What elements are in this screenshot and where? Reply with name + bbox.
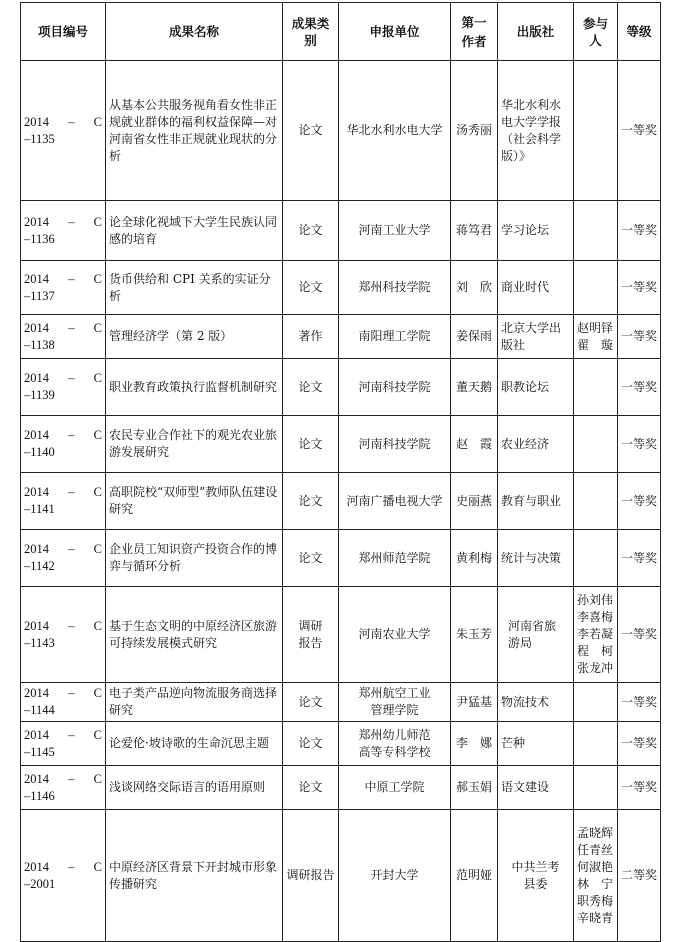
project-id-line: –1145 bbox=[24, 744, 55, 759]
publisher-cell: 语文建设 bbox=[498, 766, 574, 810]
project-id-line: 2014 – C bbox=[24, 320, 102, 335]
project-id-line: –1135 bbox=[24, 131, 55, 146]
project-id-line: –2001 bbox=[24, 876, 56, 891]
level-cell: 一等奖 bbox=[618, 473, 661, 530]
awards-table bbox=[20, 2, 661, 942]
publisher-cell: 教育与职业 bbox=[498, 473, 574, 530]
project-id-cell bbox=[21, 201, 106, 261]
result-type-cell: 论文 bbox=[283, 261, 339, 315]
result-name-cell: 中原经济区背景下开封城市形象传播研究 bbox=[106, 810, 283, 942]
participant-name: 任青丝 bbox=[577, 842, 614, 857]
result-type-cell: 调研报告 bbox=[283, 587, 339, 683]
unit-cell: 河南广播电视大学 bbox=[339, 473, 451, 530]
project-id-line: –1143 bbox=[24, 635, 55, 650]
level-cell: 一等奖 bbox=[618, 766, 661, 810]
participant-name: 张龙冲 bbox=[577, 661, 614, 675]
result-type-cell: 调研报告 bbox=[283, 810, 339, 942]
project-id-cell bbox=[21, 766, 106, 810]
unit-cell: 河南工业大学 bbox=[339, 201, 451, 261]
first-author-cell: 黄利梅 bbox=[451, 530, 498, 587]
project-id-line: 2014 – C bbox=[24, 686, 102, 700]
result-type-cell: 论文 bbox=[283, 683, 339, 722]
publisher-cell: 中共兰考县委 bbox=[498, 810, 574, 942]
publisher-cell: 农业经济 bbox=[498, 416, 574, 473]
level-cell: 一等奖 bbox=[618, 530, 661, 587]
header-row bbox=[21, 3, 661, 61]
unit-cell: 开封大学 bbox=[339, 810, 451, 942]
first-author-cell: 姜保雨 bbox=[451, 315, 498, 359]
participants-cell bbox=[574, 315, 618, 359]
result-type-cell: 著作 bbox=[283, 315, 339, 359]
result-name-cell: 电子类产品逆向物流服务商选择研究 bbox=[106, 683, 283, 722]
project-id-cell bbox=[21, 315, 106, 359]
table-row bbox=[21, 416, 661, 473]
level-cell: 一等奖 bbox=[618, 61, 661, 201]
project-id-line: 2014 – C bbox=[24, 542, 102, 556]
project-id-line: 2014 – C bbox=[24, 618, 102, 633]
table-row bbox=[21, 473, 661, 530]
project-id-line: 2014 – C bbox=[24, 771, 102, 786]
participants-cell bbox=[574, 359, 618, 416]
project-id-cell bbox=[21, 359, 106, 416]
project-id-line: 2014 – C bbox=[24, 371, 102, 385]
first-author-cell: 史丽燕 bbox=[451, 473, 498, 530]
result-type-cell: 论文 bbox=[283, 530, 339, 587]
result-name-cell: 高职院校“双师型”教师队伍建设研究 bbox=[106, 473, 283, 530]
participants-cell bbox=[574, 473, 618, 530]
level-cell: 一等奖 bbox=[618, 359, 661, 416]
project-id-line: –1146 bbox=[24, 788, 55, 803]
participant-name: 李喜梅 bbox=[577, 610, 614, 624]
first-author-cell: 朱玉芳 bbox=[451, 587, 498, 683]
publisher-cell: 华北水利水电大学学报（社会科学版）》 bbox=[498, 61, 574, 201]
project-id-line: –1138 bbox=[24, 337, 55, 352]
result-type-cell: 论文 bbox=[283, 416, 339, 473]
header-project-id: 项目编号 bbox=[21, 3, 106, 61]
level-cell: 一等奖 bbox=[618, 201, 661, 261]
publisher-cell: 物流技术 bbox=[498, 683, 574, 722]
first-author-cell: 蒋笃君 bbox=[451, 201, 498, 261]
first-author-cell: 李 娜 bbox=[451, 722, 498, 766]
result-name-cell: 浅谈网络交际语言的语用原则 bbox=[106, 766, 283, 810]
result-type-cell: 论文 bbox=[283, 473, 339, 530]
project-id-cell bbox=[21, 587, 106, 683]
unit-cell: 郑州科技学院 bbox=[339, 261, 451, 315]
project-id-line: 2014 – C bbox=[24, 727, 102, 742]
result-name-cell: 论爱伦·坡诗歌的生命沉思主题 bbox=[106, 722, 283, 766]
participant-name: 程 柯 bbox=[577, 644, 614, 658]
participants-cell bbox=[574, 201, 618, 261]
project-id-line: 2014 – C bbox=[24, 859, 102, 874]
participant-name: 李若凝 bbox=[577, 627, 614, 641]
level-cell: 一等奖 bbox=[618, 261, 661, 315]
project-id-line: –1140 bbox=[24, 445, 55, 459]
publisher-cell: 统计与决策 bbox=[498, 530, 574, 587]
header-participants: 参与人 bbox=[574, 3, 618, 61]
participants-cell bbox=[574, 810, 618, 942]
project-id-line: –1139 bbox=[24, 388, 55, 402]
participants-cell bbox=[574, 683, 618, 722]
result-type-cell: 论文 bbox=[283, 61, 339, 201]
first-author-cell: 范明娅 bbox=[451, 810, 498, 942]
participant-name: 林 宁 bbox=[577, 876, 614, 891]
project-id-line: –1141 bbox=[24, 502, 55, 516]
result-name-cell: 职业教育政策执行监督机制研究 bbox=[106, 359, 283, 416]
participants-cell bbox=[574, 61, 618, 201]
participant-name: 赵明铎 bbox=[577, 320, 614, 335]
unit-cell: 郑州师范学院 bbox=[339, 530, 451, 587]
project-id-cell bbox=[21, 810, 106, 942]
header-result-type: 成果类别 bbox=[283, 3, 339, 61]
table-row bbox=[21, 530, 661, 587]
participants-cell bbox=[574, 766, 618, 810]
level-cell: 一等奖 bbox=[618, 683, 661, 722]
participant-name: 翟 璇 bbox=[577, 337, 614, 352]
participants-cell bbox=[574, 530, 618, 587]
participant-name: 孟晓辉 bbox=[577, 825, 614, 840]
first-author-cell: 董天鹅 bbox=[451, 359, 498, 416]
header-result-name: 成果名称 bbox=[106, 3, 283, 61]
unit-cell: 华北水利水电大学 bbox=[339, 61, 451, 201]
participant-name: 辛晓青 bbox=[577, 910, 614, 925]
unit-cell: 南阳理工学院 bbox=[339, 315, 451, 359]
header-level: 等级 bbox=[618, 3, 661, 61]
participants-cell bbox=[574, 587, 618, 683]
table-row bbox=[21, 587, 661, 683]
level-cell: 一等奖 bbox=[618, 722, 661, 766]
unit-cell: 中原工学院 bbox=[339, 766, 451, 810]
project-id-line: 2014 – C bbox=[24, 114, 102, 129]
level-cell: 一等奖 bbox=[618, 587, 661, 683]
first-author-cell: 尹猛基 bbox=[451, 683, 498, 722]
result-name-cell: 论全球化视域下大学生民族认同感的培育 bbox=[106, 201, 283, 261]
project-id-cell bbox=[21, 722, 106, 766]
table-row bbox=[21, 261, 661, 315]
result-type-cell: 论文 bbox=[283, 359, 339, 416]
level-cell: 二等奖 bbox=[618, 810, 661, 942]
publisher-cell: 河南省旅游局 bbox=[498, 587, 574, 683]
table-row bbox=[21, 810, 661, 942]
result-name-cell: 货币供给和 CPI 关系的实证分析 bbox=[106, 261, 283, 315]
publisher-cell: 北京大学出版社 bbox=[498, 315, 574, 359]
table-row bbox=[21, 201, 661, 261]
table-row bbox=[21, 722, 661, 766]
project-id-cell bbox=[21, 683, 106, 722]
table-row bbox=[21, 766, 661, 810]
result-type-cell: 论文 bbox=[283, 722, 339, 766]
result-name-cell: 管理经济学（第 2 版） bbox=[106, 315, 283, 359]
result-type-cell: 论文 bbox=[283, 201, 339, 261]
header-first-author: 第一作者 bbox=[451, 3, 498, 61]
publisher-cell: 学习论坛 bbox=[498, 201, 574, 261]
header-unit: 申报单位 bbox=[339, 3, 451, 61]
participant-name: 何淑艳 bbox=[577, 859, 614, 874]
result-name-cell: 农民专业合作社下的观光农业旅游发展研究 bbox=[106, 416, 283, 473]
publisher-cell: 芒种 bbox=[498, 722, 574, 766]
table-row bbox=[21, 359, 661, 416]
first-author-cell: 刘 欣 bbox=[451, 261, 498, 315]
unit-cell: 河南农业大学 bbox=[339, 587, 451, 683]
project-id-line: 2014 – C bbox=[24, 428, 102, 442]
unit-cell: 郑州幼儿师范高等专科学校 bbox=[339, 722, 451, 766]
result-name-cell: 从基本公共服务视角看女性非正规就业群体的福利权益保障—对河南省女性非正规就业现状的分析 bbox=[106, 61, 283, 201]
project-id-line: 2014 – C bbox=[24, 485, 102, 499]
table-row bbox=[21, 683, 661, 722]
project-id-line: –1144 bbox=[24, 703, 55, 717]
project-id-cell bbox=[21, 473, 106, 530]
unit-cell: 郑州航空工业管理学院 bbox=[339, 683, 451, 722]
publisher-cell: 职教论坛 bbox=[498, 359, 574, 416]
first-author-cell: 赵 霞 bbox=[451, 416, 498, 473]
result-name-cell: 基于生态文明的中原经济区旅游可持续发展模式研究 bbox=[106, 587, 283, 683]
result-name-cell: 企业员工知识资产投资合作的博弈与循环分析 bbox=[106, 530, 283, 587]
result-type-cell: 论文 bbox=[283, 766, 339, 810]
project-id-line: –1136 bbox=[24, 231, 55, 246]
project-id-cell bbox=[21, 61, 106, 201]
table-row bbox=[21, 315, 661, 359]
first-author-cell: 郝玉娟 bbox=[451, 766, 498, 810]
header-publisher: 出版社 bbox=[498, 3, 574, 61]
unit-cell: 河南科技学院 bbox=[339, 359, 451, 416]
participant-name: 孙刘伟 bbox=[577, 593, 614, 607]
participants-cell bbox=[574, 261, 618, 315]
project-id-line: 2014 – C bbox=[24, 271, 102, 286]
level-cell: 一等奖 bbox=[618, 315, 661, 359]
participants-cell bbox=[574, 416, 618, 473]
project-id-line: –1137 bbox=[24, 288, 55, 303]
first-author-cell: 汤秀丽 bbox=[451, 61, 498, 201]
table-row bbox=[21, 61, 661, 201]
project-id-line: 2014 – C bbox=[24, 214, 102, 229]
participant-name: 职秀梅 bbox=[577, 893, 614, 908]
participants-cell bbox=[574, 722, 618, 766]
unit-cell: 河南科技学院 bbox=[339, 416, 451, 473]
project-id-cell bbox=[21, 416, 106, 473]
project-id-line: –1142 bbox=[24, 559, 55, 573]
publisher-cell: 商业时代 bbox=[498, 261, 574, 315]
project-id-cell bbox=[21, 261, 106, 315]
level-cell: 一等奖 bbox=[618, 416, 661, 473]
project-id-cell bbox=[21, 530, 106, 587]
